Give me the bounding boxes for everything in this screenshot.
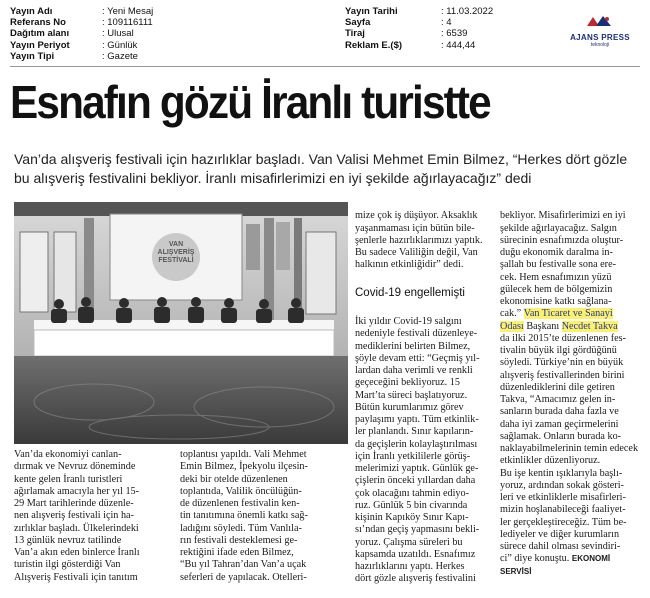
headline: Esnafın gözü İranlı turistte bbox=[10, 76, 490, 128]
logo-text: AJANS PRESS bbox=[570, 33, 630, 42]
meta-left-value: : Günlük bbox=[102, 39, 138, 51]
header-divider bbox=[10, 66, 640, 67]
meta-left-row bbox=[10, 40, 153, 51]
meta-left-label: Yayın Periyot bbox=[10, 39, 70, 51]
meta-right-value: : 444,44 bbox=[441, 39, 476, 51]
byline: EKONOMİ SERVİSİ bbox=[500, 554, 611, 576]
logo-subtext: teknoloji bbox=[590, 42, 610, 48]
meta-left-row bbox=[10, 6, 153, 17]
meta-left-label: Yayın Tipi bbox=[10, 50, 55, 62]
meta-left-row bbox=[10, 17, 153, 28]
meta-right-label: Tiraj bbox=[345, 28, 365, 40]
meta-right-label: Reklam E.($) bbox=[345, 39, 403, 51]
meta-left-value: : Ulusal bbox=[102, 28, 134, 40]
meta-right-row bbox=[345, 40, 493, 51]
article-column-4 bbox=[500, 198, 640, 576]
meta-left-value: : Yeni Mesaj bbox=[102, 6, 154, 17]
meta-right-value: : 6539 bbox=[441, 28, 468, 40]
ajans-press-logo bbox=[558, 14, 642, 48]
meta-left-label: Yayın Adı bbox=[10, 6, 53, 17]
meta-right-label: Sayfa bbox=[345, 17, 371, 29]
meta-right bbox=[345, 6, 493, 51]
meta-right-label: Yayın Tarihi bbox=[345, 6, 398, 17]
article-column-3 bbox=[355, 198, 493, 585]
meta-left-label: Referans No bbox=[10, 17, 66, 29]
ajans-press-logo-icon bbox=[585, 14, 615, 28]
meta-right-value: : 4 bbox=[441, 17, 452, 29]
highlight-chamber: Van Ticaret ve Sanayi Odası bbox=[500, 308, 613, 332]
meta-right-row bbox=[345, 28, 493, 39]
meta-left-value: : Gazete bbox=[102, 50, 138, 62]
col3-body: İki yıldır Covid-19 salgını nedeniyle festivali düzenleye- mediklerini belirten Bilmez, şöyle devam etti: “Geçmiş yıl- lardan daha verimli ve renkli geçeceğini bekliyoruz. 15 Mart’ta süreci başlatıyoruz. Bütün kurumlarımız görev paylaşımı yaptı. Tüm etkinlik- ler planlandı. Sınır kapıların- da geçişlerin kolaylaştırılması için İranlı yetkililerle görüş- melerimizi yaptık. Günlük ge- çişlerin önceki yıllardan daha çok olacağını tahmin ediyo- ruz. Günlük 5 bin civarında kişinin Kapıköy Sınır Kapı- sı’ndan geçiş yapmasını bekli- yoruz. Çalışma süreleri bu kapsamda uzatıldı. Esnafımız hazırlıklarını yaptı. Herkes dört gözle alışveriş festivalini bbox=[355, 316, 480, 585]
press-conference-photo bbox=[14, 202, 348, 444]
col4-part-b: Başkanı bbox=[523, 320, 560, 332]
col3-intro: mize çok iş düşüyor. Aksaklık yaşanmaması için bütün bile- şenlerle hazırlıklarımızı yaptık. Bu sadece Valiliğin değil, Van halkının etkinliğidir” dedi. bbox=[355, 210, 483, 271]
lead-paragraph: Van’da alışveriş festivali için hazırlıklar başladı. Van Valisi Mehmet Emin Bilmez, “Herkes dört gözle bu alışveriş festivalini bekliyor. İranlı misafirlerimizi en iyi şekilde ağırlayacağız” dedi bbox=[14, 151, 628, 186]
col4-part-a: bekliyor. Misafirlerimizi en iyi şekilde ağırlayacağız. Salgın sürecinin esnafımızda oluştur- duğu ekonomik daralma in- şallah bu festivalle sona ere- cek. Hem esnafımızın yüzü gülecek hem de bölgemizin ekonomisine katkı sağlana- cak.” bbox=[500, 210, 626, 320]
meta-left-row bbox=[10, 51, 153, 62]
meta-right-row bbox=[345, 6, 493, 17]
article-column-2: toplantısı yapıldı. Vali Mehmet Emin Bilmez, İpekyolu ilçesin- deki bir otelde düzenlenen toplantıda, Valilik öncülüğün- de düzenlenen festivalin ken- tin tanıtımına önemli katkı sağ- ladığını söyledi. Tüm Vanlıla- rın festivali desteklemesi ge- rektiğini ifade eden Bilmez, “Bu yıl Tahran’dan Van’a uçak seferleri de yapılacak. Otelleri- bbox=[180, 449, 308, 583]
screen-text-1: VAN ALIŞVERİŞ FESTİVALİ bbox=[157, 241, 195, 264]
meta-right-value: : 11.03.2022 bbox=[441, 6, 494, 17]
subheading: Covid-19 engellemişti bbox=[355, 286, 465, 299]
photo-illustration bbox=[14, 202, 348, 444]
article-column-1: Van’da ekonomiyi canlan- dırmak ve Nevruz döneminde kente gelen İranlı turistleri ağırlamak amacıyla her yıl 15- 29 Mart tarihlerinde düzenle- nen alışveriş festivali için ha- zırlıklar başladı. Ülkelerindeki 13 günlük nevruz tatilinde Van’a akın eden binlerce İranlı turistin ilgi gösterdiği Van Alışveriş Festivali için tanıtım bbox=[14, 449, 140, 583]
meta-right-row bbox=[345, 17, 493, 28]
meta-left-label: Dağıtım alanı bbox=[10, 28, 70, 40]
meta-left-value: : 109116111 bbox=[102, 17, 153, 29]
meta-left-row bbox=[10, 28, 153, 39]
highlight-name: Necdet Takva bbox=[561, 320, 618, 332]
meta-left bbox=[10, 6, 153, 62]
col4-part-c: da ilki 2015’te düzenlenen fes- tivalin büyük ilgi gördüğünü söyledi. Türkiye’nin en büyük alışveriş festivallerinden birini düzenlediklerini dile getiren Takva, “Amacımız gelen in- sanların burada daha fazla ve daha iyi zaman geçirmelerini sağlamak. Onların burada ko- naklayabilmelerinin temin edecek etkinlikler düzenliyoruz. Bu işe kentin ışıklarıyla başlı- yoruz, ardından sokak gösteri- leri ve etkinliklerle misafirleri- mizin hoşlanabileceği faaliyet- ler gerçekleştireceğiz. Tüm be- lediyeler ve diğer kurumların sürece dahil olması sevindiri- ci” diye konuştu. bbox=[500, 332, 639, 565]
